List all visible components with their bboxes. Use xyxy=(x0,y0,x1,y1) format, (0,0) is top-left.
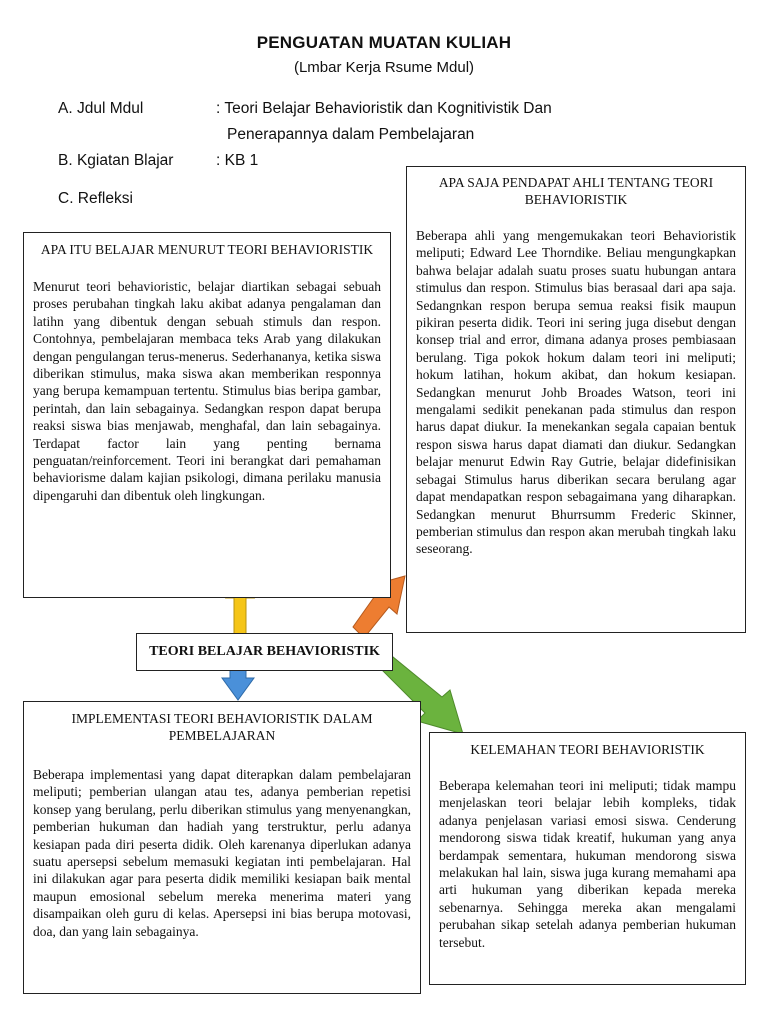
box-implementation xyxy=(23,701,421,994)
box-experts-body: Beberapa ahli yang mengemukakan teori Behavioristik meliputi; Edward Lee Thorndike. Beliau mengungkapkan bahwa belajar adalah suatu proses suatu hubungan antara stimulus dan respon. Stimulus bias berasaal dari apa saja. Sedangnkan respon berupa semua reaksi fisik maupun pikiran peserta didik. Teori ini sering juga disebut dengan konsep trial and error, dimana adanya proses pembiasaan berulang. Tiga pokok hokum dalam teori ini meliputi; hokum latihan, hokum akibat, dan hokum kesiapan. Sedangkan menurut Johb Broades Watson, teori ini mengalami sedikit penekanan pada stimulus dan respon harus dapat diukur. Ia menekankan segala capaian bentuk respon siswa harus dapat diamati dan diukur. Sedangkan belajar menurut Edwin Ray Gutrie, belajar didefinisikan sebagai Stimulus harus diberikan secara berulang agar dapat mendapatkan respon sebagaimana yang diharapkan. Sedangkan menurut Bhurrsumm Frederic Skinner, pemberian stimulus dan respon akan merubah tingkah laku seseorang. xyxy=(416,228,736,557)
box-what-is-body: Menurut teori behavioristic, belajar diartikan sebagai sebuah proses perubahan tingkah laku akibat adanya pengalaman dan latihn yang dibentuk dengan sebuah stimuls dan respon. Contohnya, pembelajaran membaca teks Arab yang dilakukan dengan pengulangan terus-menerus. Sederhananya, ketika siswa diberikan stimulus, maka siswa akan memberikan responnya yang berupa kemampuan tertentu. Stimulus bias beripa gambar, perintah, dan lain sebagainya. Sedangkan respon dapat berupa reaksi siswa bias menjawab, menghafal, dan lain sebagainya. Terdapat factor lain yang penting bernama penguatan/reinforcement. Teori ini berangkat dari pemahaman behaviorisme dalam kajian psikologi, dimana perilaku manusia dipengaruhi dan dibentuk oleh lingkungan. xyxy=(33,279,381,503)
box-experts xyxy=(406,166,746,633)
refleksi-label: C. Refleksi xyxy=(58,190,133,207)
box-weakness xyxy=(429,732,746,985)
kegiatan-value: : KB 1 xyxy=(216,152,259,169)
box-weakness-body: Beberapa kelemahan teori ini meliputi; tidak mampu menjelaskan teori belajar lebih kompleks, tidak adanya penjelasan variasi emosi siswa. Cenderung mendorong siswa tidak kreatif, hukuman yang anya berdampak sementara, hukuman mendorong siswa melakukan hal lain, siswa juga kurang memahami apa arti hukuman yang diberikan kepada mereka sebenarnya. Sehingga mereka akan mengalami perubahan sikap setelah adanya pemberian hukuman tersebut. xyxy=(439,778,736,950)
page-title: PENGUATAN MUATAN KULIAH xyxy=(256,33,512,52)
box-what-is-heading: APA ITU BELAJAR MENURUT TEORI BEHAVIORISTIK xyxy=(40,242,374,257)
modul-label: A. Jdul Mdul xyxy=(58,100,144,117)
box-implementation-body: Beberapa implementasi yang dapat diterapkan dalam pembelajaran meliputi; pemberian ulangan atau tes, adanya pemberian repetisi konsep yang berulang, perlu diberikan stimulus yang menyenangkan, pemberian hukuman dan hadiah yang terstruktur, perlu adanya kesiapan pada diri peserta didik. Oleh karenanya diperlukan adanya suatu apersepsi sebelum memasuki kegiatan inti pembelajaran. Hal ini dilakukan agar para peserta didik memiliki kesiapan baik mental maupun emosional sebelum mereka menerima materi yang disampaikan oleh guru di kelas. Apersepsi ini bias berupa motovasi, doa, dan yang lain sebagainya. xyxy=(33,767,411,939)
modul-value-line2: Penerapannya dalam Pembelajaran xyxy=(227,126,475,143)
kegiatan-label: B. Kgiatan Blajar xyxy=(58,152,174,169)
modul-value-line1: : Teori Belajar Behavioristik dan Kognitivistik Dan xyxy=(216,100,552,117)
box-implementation-heading: IMPLEMENTASI TEORI BEHAVIORISTIK DALAM PEMBELAJARAN xyxy=(71,711,373,743)
box-what-is xyxy=(23,232,391,598)
page-subtitle: (Lmbar Kerja Rsume Mdul) xyxy=(293,59,475,76)
box-weakness-heading: KELEMAHAN TEORI BEHAVIORISTIK xyxy=(470,742,705,757)
arrow-down-blue xyxy=(222,670,254,700)
center-topic-box: TEORI BELAJAR BEHAVIORISTIK xyxy=(136,633,393,671)
box-experts-heading: APA SAJA PENDAPAT AHLI TENTANG TEORI BEHAVIORISTIK xyxy=(438,175,714,207)
